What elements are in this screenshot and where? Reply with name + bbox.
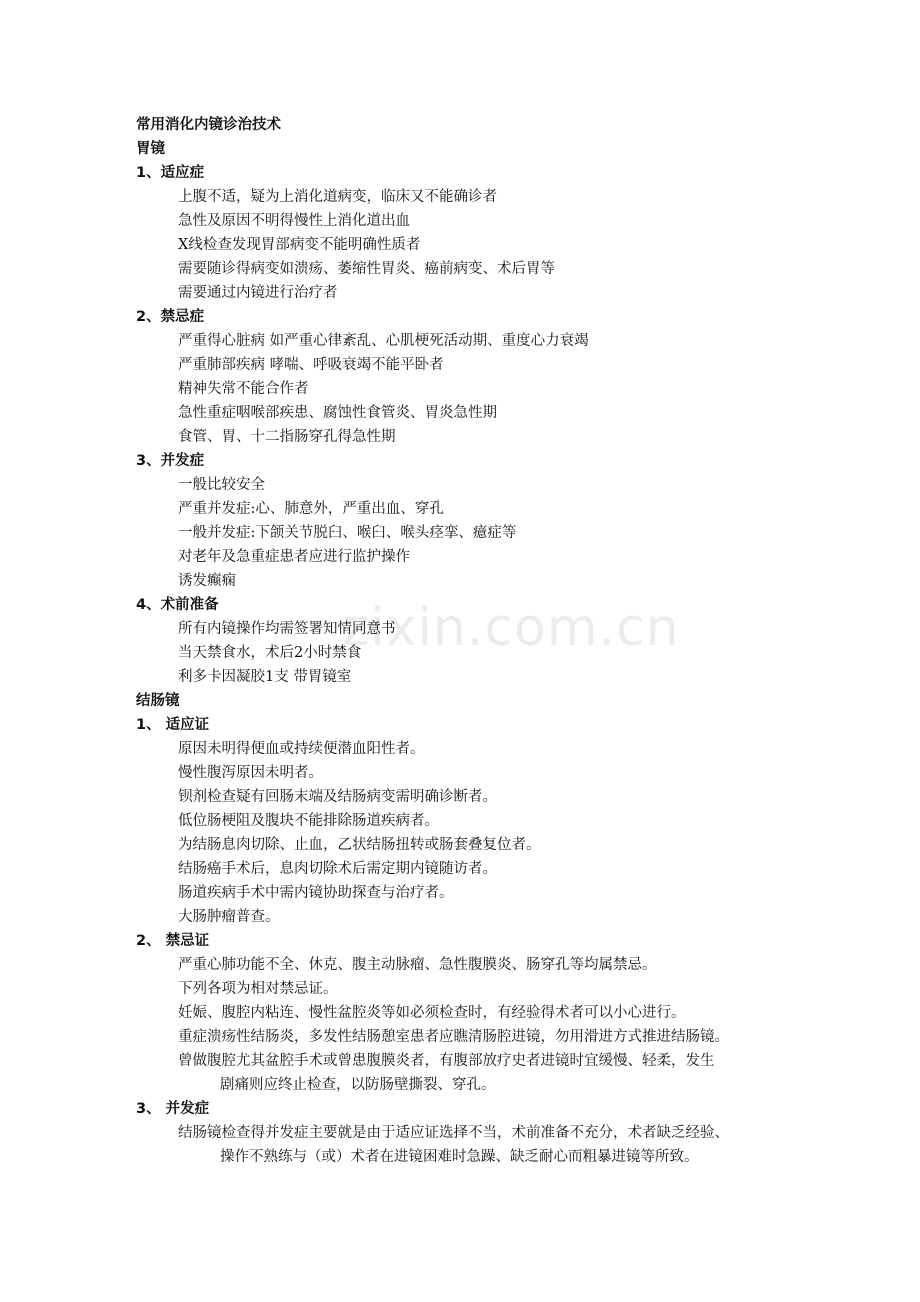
list-item: 一般并发症:下颌关节脱臼、喉臼、喉头痉挛、癔症等 [178, 525, 517, 541]
list-item: 结肠癌手术后，息肉切除术后需定期内镜随访者。 [178, 861, 497, 877]
list-item: 严重得心脏病 如严重心律紊乱、心肌梗死活动期、重度心力衰竭 [178, 333, 589, 349]
list-item: 妊娠、腹腔内粘连、慢性盆腔炎等如必须检查时，有经验得术者可以小心进行。 [178, 1005, 686, 1021]
list-item: 严重心肺功能不全、休克、腹主动脉瘤、急性腹膜炎、肠穿孔等均属禁忌。 [178, 957, 657, 973]
list-item: 利多卡因凝胶1支 带胃镜室 [178, 669, 352, 685]
list-item: 慢性腹泻原因未明者。 [178, 765, 323, 781]
document-title: 常用消化内镜诊治技术 [136, 117, 281, 133]
subsection-heading: 1、 适应证 [136, 717, 210, 733]
list-item: 对老年及急重症患者应进行监护操作 [178, 549, 410, 565]
list-item: 结肠镜检查得并发症主要就是由于适应证选择不当，术前准备不充分，术者缺乏经验、 [178, 1125, 729, 1141]
list-item: X线检查发现胃部病变不能明确性质者 [178, 237, 421, 253]
list-item: 需要随诊得病变如溃疡、萎缩性胃炎、癌前病变、术后胃等 [178, 261, 555, 277]
list-item-continuation: 剧痛则应终止检查，以防肠壁撕裂、穿孔。 [220, 1077, 496, 1093]
section-heading-colonoscope: 结肠镜 [136, 693, 180, 709]
list-item: 为结肠息肉切除、止血，乙状结肠扭转或肠套叠复位者。 [178, 837, 541, 853]
subsection-heading: 4、术前准备 [136, 597, 219, 613]
list-item: 低位肠梗阻及腹块不能排除肠道疾病者。 [178, 813, 439, 829]
list-item: 当天禁食水，术后2小时禁食 [178, 645, 362, 661]
list-item: 下列各项为相对禁忌证。 [178, 981, 338, 997]
list-item: 重症溃疡性结肠炎，多发性结肠憩室患者应瞧清肠腔进镜，勿用滑进方式推进结肠镜。 [178, 1029, 729, 1045]
list-item: 肠道疾病手术中需内镜协助探查与治疗者。 [178, 885, 454, 901]
list-item: 严重肺部疾病 哮喘、呼吸衰竭不能平卧者 [178, 357, 444, 373]
list-item: 大肠肿瘤普查。 [178, 909, 280, 925]
list-item: 钡剂检查疑有回肠末端及结肠病变需明确诊断者。 [178, 789, 497, 805]
subsection-heading: 2、 禁忌证 [136, 933, 210, 949]
list-item: 急性及原因不明得慢性上消化道出血 [178, 213, 410, 229]
list-item: 一般比较安全 [178, 477, 265, 493]
watermark: zixin.com.cn [342, 598, 680, 658]
list-item: 需要通过内镜进行治疗者 [178, 285, 338, 301]
list-item-continuation: 操作不熟练与（或）术者在进镜困难时急躁、缺乏耐心而粗暴进镜等所致。 [220, 1149, 699, 1165]
list-item: 所有内镜操作均需签署知情同意书 [178, 621, 396, 637]
list-item: 严重并发症:心、肺意外，严重出血、穿孔 [178, 501, 444, 517]
list-item: 诱发癫痫 [178, 573, 236, 589]
subsection-heading: 1、适应症 [136, 165, 205, 181]
section-heading-gastroscope: 胃镜 [136, 141, 165, 157]
list-item: 急性重症咽喉部疾患、腐蚀性食管炎、胃炎急性期 [178, 405, 497, 421]
subsection-heading: 3、并发症 [136, 453, 205, 469]
list-item: 精神失常不能合作者 [178, 381, 309, 397]
subsection-heading: 3、 并发症 [136, 1101, 210, 1117]
list-item: 食管、胃、十二指肠穿孔得急性期 [178, 429, 396, 445]
subsection-heading: 2、禁忌症 [136, 309, 205, 325]
list-item: 原因未明得便血或持续便潜血阳性者。 [178, 741, 425, 757]
list-item: 曾做腹腔尤其盆腔手术或曾患腹膜炎者，有腹部放疗史者进镜时宜缓慢、轻柔，发生 [178, 1053, 715, 1069]
list-item: 上腹不适，疑为上消化道病变，临床又不能确诊者 [178, 189, 497, 205]
